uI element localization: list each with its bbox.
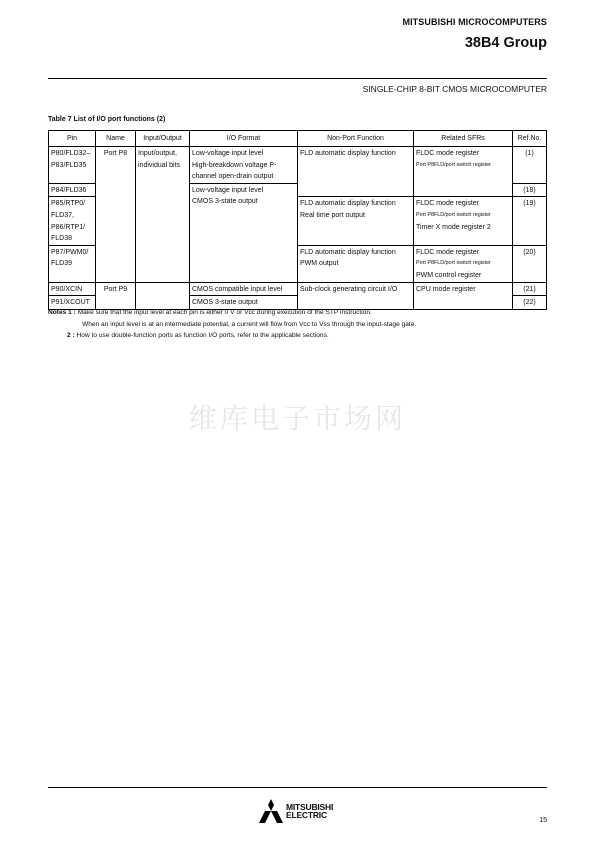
footer-rule <box>48 787 547 788</box>
pin-cell <box>49 282 96 296</box>
ref-number: (19) <box>523 200 536 208</box>
ref-number: (20) <box>523 248 536 256</box>
sfr-text: Port P8FLD/port switch register <box>416 161 491 168</box>
ref-cell <box>513 147 547 184</box>
ref-cell <box>513 183 547 197</box>
pin-label: P85/RTP0/ <box>51 200 86 208</box>
ref-number: (22) <box>523 299 536 307</box>
pin-label: P87/PWM0/ <box>51 248 89 256</box>
col-header-name: Name <box>96 131 136 147</box>
table-header-row <box>49 131 547 147</box>
function-cell <box>298 147 414 197</box>
name-cell <box>96 147 136 283</box>
function-text: FLD automatic display function <box>300 248 396 256</box>
table-row <box>49 282 547 296</box>
note-1-text: Make sure that the input level at each pin is either 0 V or Vcc during execution of the STP instruction. <box>75 309 372 316</box>
function-text: Sub-clock generating circuit I/O <box>300 285 398 293</box>
format-cell <box>190 183 298 282</box>
table-notes <box>48 307 416 342</box>
ref-number: (1) <box>525 150 534 157</box>
pin-label: P90/XCIN <box>51 285 83 293</box>
col-header-io-format: I/O Format <box>190 131 298 147</box>
sfr-cell <box>414 197 513 245</box>
pin-label: P80/FLD32– <box>51 150 91 157</box>
io-cell <box>136 282 190 309</box>
format-text: High-breakdown voltage P- <box>192 161 277 169</box>
sfr-cell <box>414 245 513 282</box>
sfr-cell <box>414 282 513 309</box>
function-text: Real time port output <box>300 211 365 219</box>
ref-cell <box>513 245 547 282</box>
note-1-line-1 <box>48 307 416 319</box>
header-subtitle: SINGLE-CHIP 8-BIT CMOS MICROCOMPUTER <box>362 84 547 94</box>
pin-label: P84/FLD36 <box>51 186 87 194</box>
pin-label: FLD37, <box>51 211 74 219</box>
format-cell <box>190 282 298 296</box>
format-cell <box>190 147 298 184</box>
col-header-input-output: Input/Output <box>136 131 190 147</box>
pin-cell <box>49 147 96 184</box>
function-cell <box>298 282 414 309</box>
name-cell <box>96 282 136 309</box>
pin-label: FLD38 <box>51 235 73 243</box>
col-header-non-port-function: Non-Port Function <box>298 131 414 147</box>
note-2 <box>48 330 416 342</box>
sfr-text: Port P8FLD/port switch register <box>416 260 491 267</box>
sfr-text: Port P8FLD/port switch register <box>416 211 491 218</box>
pin-cell <box>49 245 96 282</box>
col-header-ref-no: Ref.No. <box>513 131 547 147</box>
header-rule <box>48 78 547 79</box>
pin-cell <box>49 197 96 245</box>
sfr-text: FLDC mode register <box>416 200 480 208</box>
function-text: PWM output <box>300 260 339 268</box>
note-2-label: 2 : <box>67 332 75 339</box>
ref-cell <box>513 282 547 296</box>
port-name: Port P9 <box>103 285 128 293</box>
format-text: CMOS 3-state output <box>192 198 258 206</box>
table-title: Table 7 List of I/O port functions (2) <box>48 116 166 123</box>
format-text: channel open-drain output <box>192 173 274 181</box>
ref-number: (21) <box>523 285 536 293</box>
pin-label: P83/FLD35 <box>51 161 87 169</box>
col-header-related-sfrs: Related SFRs <box>414 131 513 147</box>
function-cell <box>298 245 414 282</box>
pin-label: P86/RTP1/ <box>51 223 86 231</box>
header-group: 38B4 Group <box>464 35 547 51</box>
function-cell <box>298 197 414 245</box>
table-row <box>49 147 547 184</box>
format-text: CMOS compatible input level <box>192 285 283 293</box>
note-1-line-2: When an input level is at an intermediate potential, a current will flow from Vcc to Vss through the input-stage gate. <box>82 320 417 328</box>
io-cell <box>136 147 190 283</box>
watermark: 维库电子市场网 <box>188 402 406 435</box>
io-text: individual bits <box>138 161 181 169</box>
logo-line-2: ELECTRIC <box>286 810 327 820</box>
io-port-table <box>48 130 547 310</box>
sfr-text: FLDC mode register <box>416 150 480 157</box>
pin-label: P91/XCOUT <box>51 299 90 307</box>
pin-label: FLD39 <box>51 260 73 268</box>
sfr-text: FLDC mode register <box>416 248 480 256</box>
sfr-cell <box>414 147 513 197</box>
note-1-label: Notes 1 : <box>48 309 76 316</box>
mitsubishi-three-diamonds-icon <box>258 799 284 823</box>
sfr-text: PWM control register <box>416 271 482 279</box>
header-company: MITSUBISHI MICROCOMPUTERS <box>402 17 547 27</box>
pin-cell <box>49 183 96 197</box>
io-text: Input/output, <box>138 150 177 157</box>
ref-cell <box>513 296 547 310</box>
ref-cell <box>513 197 547 245</box>
function-text: FLD automatic display function <box>300 150 396 157</box>
mitsubishi-logo <box>258 799 344 825</box>
ref-number: (18) <box>523 186 536 194</box>
format-text: Low-voltage input level <box>192 186 264 194</box>
logo-line-1: MITSUBISHI <box>286 802 334 812</box>
note-2-text: How to use double-function ports as function I/O ports, refer to the applicable sections. <box>74 332 329 339</box>
sfr-text: CPU mode register <box>416 285 476 293</box>
sfr-text: Timer X mode register 2 <box>416 223 491 231</box>
port-name: Port P8 <box>103 150 128 157</box>
logo-text <box>286 803 333 819</box>
function-text: FLD automatic display function <box>300 200 396 208</box>
col-header-pin: Pin <box>49 131 96 147</box>
format-text: Low-voltage input level <box>192 150 264 157</box>
page-number: 15 <box>539 817 547 824</box>
format-text: CMOS 3-state output <box>192 299 258 307</box>
